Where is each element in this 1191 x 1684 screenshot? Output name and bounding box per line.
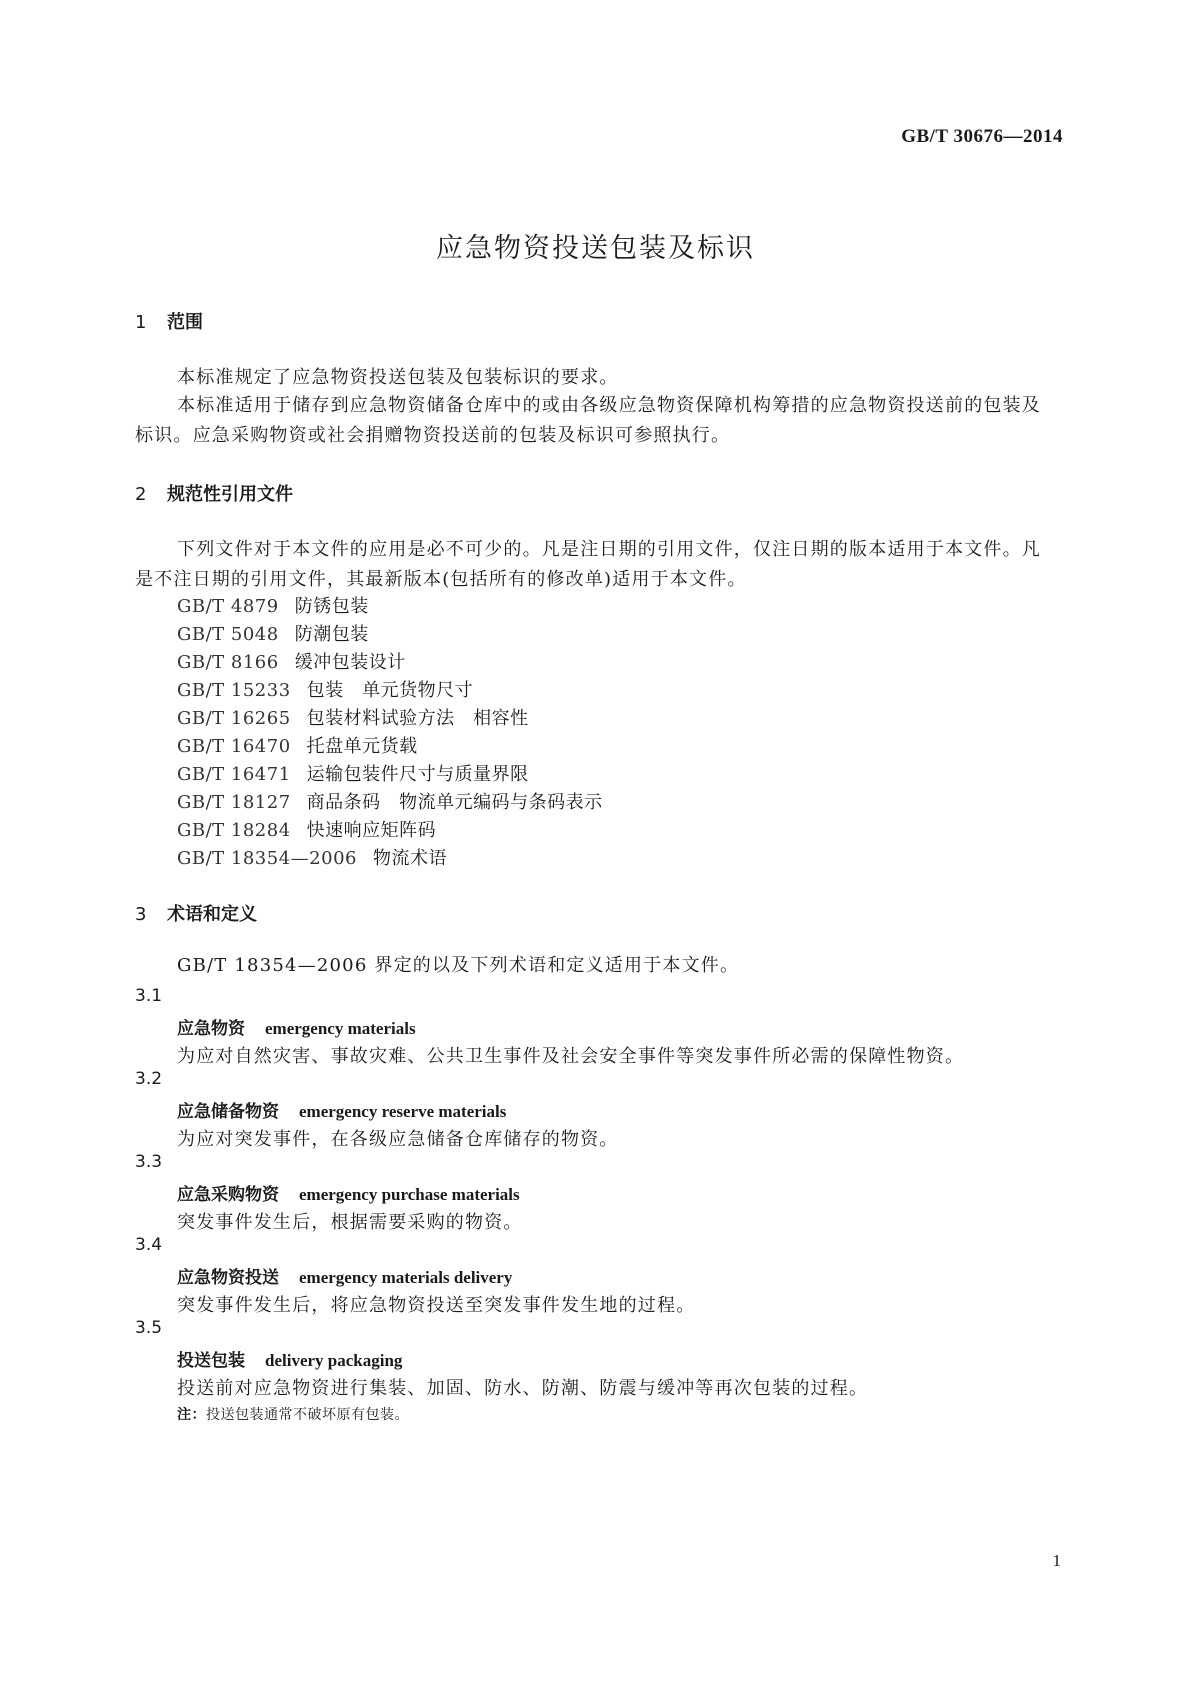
reference-code: GB/T 18284 <box>177 820 291 841</box>
section-title: 规范性引用文件 <box>167 484 293 505</box>
section-3-intro: GB/T 18354—2006 界定的以及下列术语和定义适用于本文件。 <box>177 955 740 976</box>
reference-code: GB/T 15233 <box>177 680 291 701</box>
section-1-paragraph-1: 本标准规定了应急物资投送包装及包装标识的要求。 <box>177 367 619 388</box>
section-1-paragraph-2: 本标准适用于储存到应急物资储备仓库中的或由各级应急物资保障机构筹措的应急物资投送前的包装及标识。应急采购物资或社会捐赠物资投送前的包装及标识可参照执行。 <box>135 395 1041 446</box>
term-name <box>177 1346 402 1371</box>
reference-title: 物流术语 <box>372 848 447 869</box>
reference-title: 商品条码 物流单元编码与条码表示 <box>306 792 603 813</box>
reference-code: GB/T 18354—2006 <box>177 848 357 869</box>
reference-code: GB/T 16471 <box>177 764 291 785</box>
reference-item <box>177 620 369 646</box>
term-number: 3.5 <box>135 1318 163 1338</box>
reference-code: GB/T 8166 <box>177 652 279 673</box>
reference-item <box>177 788 603 814</box>
term-number: 3.2 <box>135 1069 163 1089</box>
page-number: 1 <box>1052 1551 1061 1570</box>
section-title: 术语和定义 <box>167 904 257 925</box>
document-title: 应急物资投送包装及标识 <box>436 233 755 264</box>
reference-item <box>177 760 529 786</box>
reference-title: 包装材料试验方法 相容性 <box>306 708 529 729</box>
term-name-zh: 应急采购物资 <box>177 1185 279 1205</box>
reference-code: GB/T 16470 <box>177 736 291 757</box>
reference-title: 防潮包装 <box>294 624 369 645</box>
term-number: 3.4 <box>135 1235 163 1255</box>
term-name-zh: 应急物资投送 <box>177 1268 279 1288</box>
term-number: 3.1 <box>135 986 163 1006</box>
term-name-en: emergency purchase materials <box>299 1185 520 1204</box>
note <box>177 1404 409 1424</box>
section-title: 范围 <box>167 312 203 333</box>
reference-code: GB/T 4879 <box>177 596 279 617</box>
reference-title: 运输包装件尺寸与质量界限 <box>306 764 529 785</box>
term-name <box>177 1263 512 1288</box>
standard-code: GB/T 30676—2014 <box>901 126 1063 147</box>
term-name <box>177 1180 520 1205</box>
reference-item <box>177 844 447 870</box>
reference-code: GB/T 16265 <box>177 708 291 729</box>
reference-item <box>177 676 473 702</box>
term-definition: 为应对自然灾害、事故灾难、公共卫生事件及社会安全事件等突发事件所必需的保障性物资。 <box>177 1046 965 1067</box>
section-number: 2 <box>135 484 147 505</box>
note-text: 投送包装通常不破坏原有包装。 <box>206 1407 409 1423</box>
term-name-en: emergency reserve materials <box>299 1102 507 1121</box>
reference-code: GB/T 5048 <box>177 624 279 645</box>
term-name <box>177 1097 506 1122</box>
section-3-heading <box>135 900 257 926</box>
term-name-zh: 应急储备物资 <box>177 1102 279 1122</box>
section-1-heading <box>135 308 203 334</box>
term-definition: 突发事件发生后，根据需要采购的物资。 <box>177 1212 523 1233</box>
reference-item <box>177 704 529 730</box>
term-definition: 投送前对应急物资进行集装、加固、防水、防潮、防震与缓冲等再次包装的过程。 <box>177 1378 869 1399</box>
term-definition: 为应对突发事件，在各级应急储备仓库储存的物资。 <box>177 1129 619 1150</box>
section-number: 1 <box>135 312 147 333</box>
reference-title: 包装 单元货物尺寸 <box>306 680 474 701</box>
term-name-en: emergency materials <box>265 1019 416 1038</box>
reference-item <box>177 592 369 618</box>
section-2-heading <box>135 480 293 506</box>
section-number: 3 <box>135 904 147 925</box>
term-name-en: delivery packaging <box>265 1351 403 1370</box>
reference-title: 防锈包装 <box>294 596 369 617</box>
term-definition: 突发事件发生后，将应急物资投送至突发事件发生地的过程。 <box>177 1295 696 1316</box>
reference-item <box>177 648 406 674</box>
reference-code: GB/T 18127 <box>177 792 291 813</box>
section-2-intro: 下列文件对于本文件的应用是必不可少的。凡是注日期的引用文件，仅注日期的版本适用于本文件。凡是不注日期的引用文件，其最新版本(包括所有的修改单)适用于本文件。 <box>135 539 1041 590</box>
term-name-en: emergency materials delivery <box>299 1268 513 1287</box>
term-name-zh: 应急物资 <box>177 1019 245 1039</box>
reference-item <box>177 732 418 758</box>
reference-title: 托盘单元货载 <box>306 736 418 757</box>
note-label: 注： <box>177 1407 206 1423</box>
term-name <box>177 1014 416 1039</box>
term-number: 3.3 <box>135 1152 163 1172</box>
reference-title: 缓冲包装设计 <box>294 652 406 673</box>
reference-item <box>177 816 436 842</box>
term-name-zh: 投送包装 <box>177 1351 245 1371</box>
reference-title: 快速响应矩阵码 <box>306 820 437 841</box>
